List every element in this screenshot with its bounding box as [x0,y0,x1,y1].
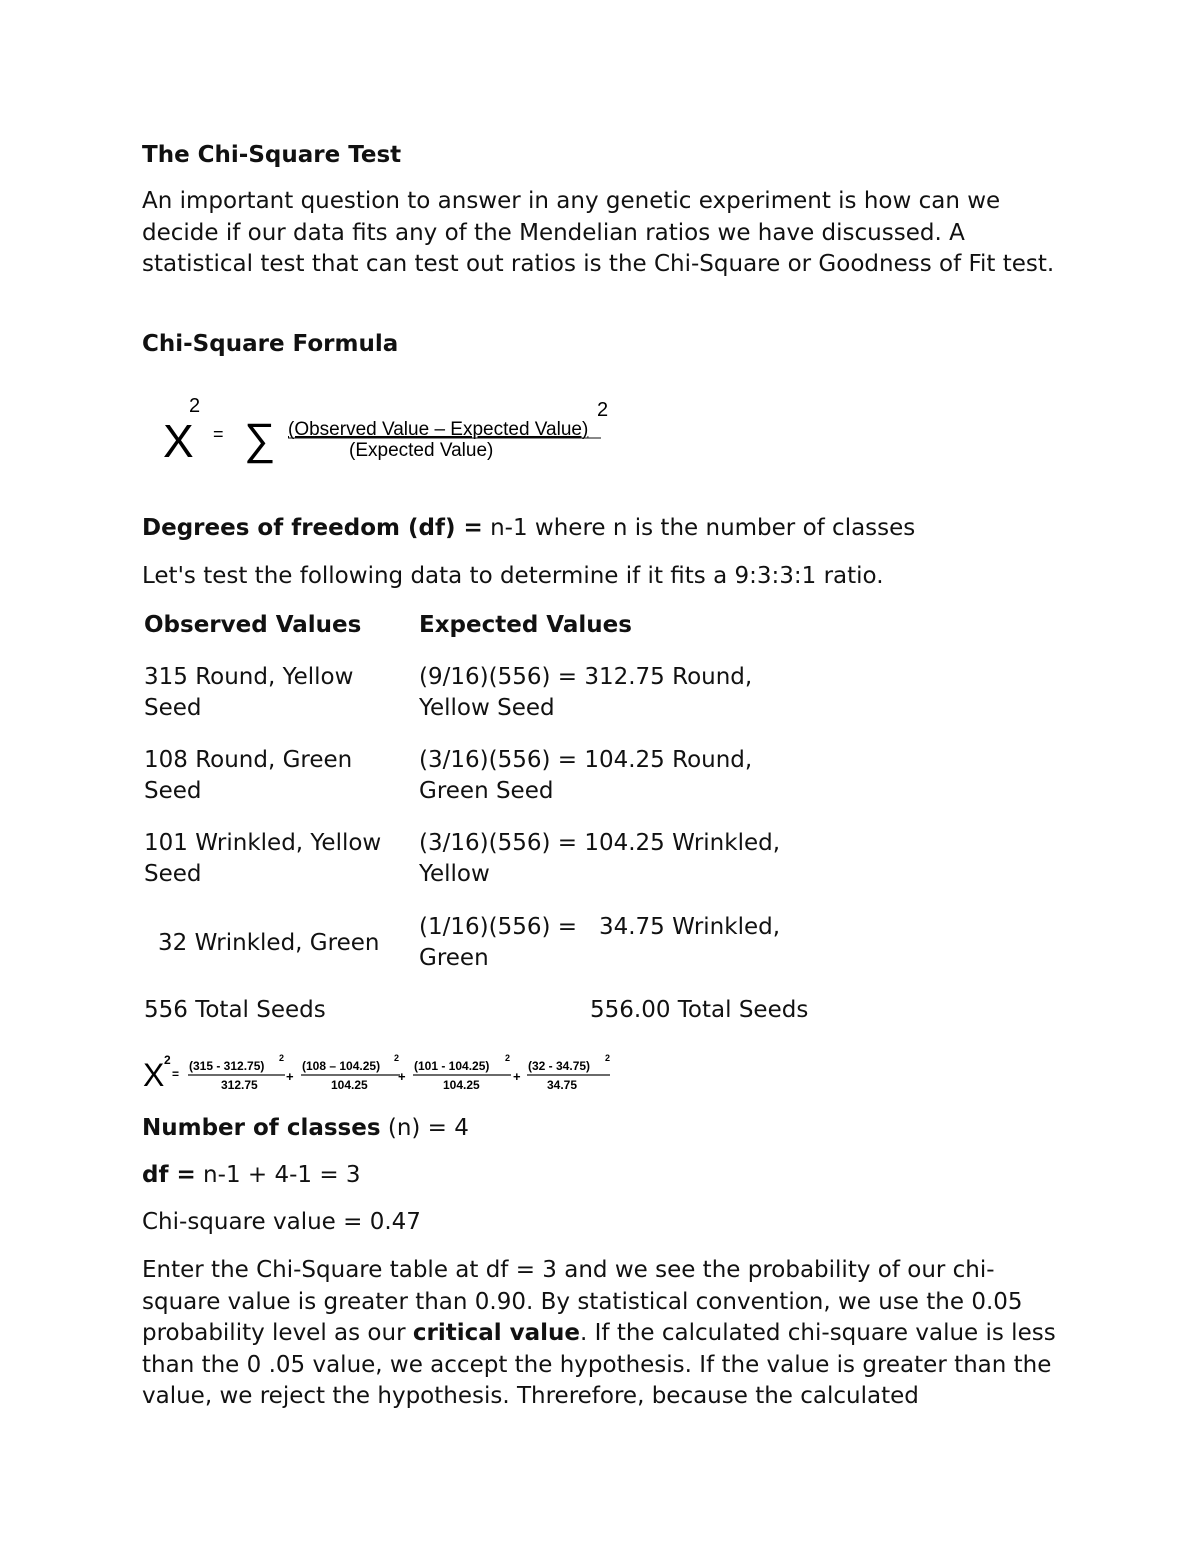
calc-plus-3: + [513,1069,521,1084]
header-expected: Expected Values [419,612,632,638]
total-observed: 556 Total Seeds [144,997,326,1023]
expected-row-3: (3/16)(556) = 104.25 Wrinkled, Yellow [419,830,781,887]
chi-symbol: X [163,415,194,467]
calc-term-1-exp: 2 [279,1053,285,1063]
chi-square-value: Chi-square value = 0.47 [142,1209,421,1235]
df-definition-label: Degrees of freedom (df) = [142,515,483,541]
df-calc-text: n-1 + 4-1 = 3 [195,1162,361,1188]
observed-row-2: 108 Round, Green Seed [144,747,353,804]
calc-plus-1: + [286,1069,294,1084]
critical-value-term: critical value [412,1320,580,1346]
calc-chi-symbol: X [143,1057,165,1093]
expected-row-4: (1/16)(556) = 34.75 Wrinkled, Green [419,914,788,971]
df-calc-label: df = [142,1162,196,1188]
expected-row-1: (9/16)(556) = 312.75 Round, Yellow Seed [419,664,753,721]
calc-term-3-exp: 2 [505,1053,511,1063]
sigma-symbol: ∑ [244,415,276,464]
formula-denominator: (Expected Value) [349,440,494,461]
calc-plus-2: + [398,1069,406,1084]
formula-equals: = [213,424,224,444]
chi-exponent: 2 [189,395,201,417]
calc-term-2-num: (108 – 104.25) [302,1059,381,1073]
test-intro: Let's test the following data to determine if it fits a 9:3:3:1 ratio. [142,563,884,589]
calc-term-2-exp: 2 [394,1053,400,1063]
observed-row-1: 315 Round, Yellow Seed [144,664,354,721]
formula-numerator: (Observed Value – Expected Value) [288,419,589,440]
intro-paragraph: An important question to answer in any genetic experiment is how can we decide if our data fits any of the Mendelian ratios we have discussed. A statistical test that can test out ratios is the Chi-Square or Goodness of Fit test. [142,188,1055,277]
calc-term-1-den: 312.75 [221,1078,258,1092]
calc-chi-exponent: 2 [164,1053,171,1067]
calc-term-1-num: (315 - 312.75) [189,1059,265,1073]
formula-heading: Chi-Square Formula [142,331,399,357]
calc-term-3-den: 104.25 [443,1078,480,1092]
classes-text: (n) = 4 [380,1115,469,1141]
number-of-classes [142,1113,469,1144]
header-observed: Observed Values [144,612,362,638]
chi-square-calculation [142,1048,617,1096]
calc-term-4-den: 34.75 [547,1078,578,1092]
calc-equals: = [172,1067,180,1081]
total-expected: 556.00 Total Seeds [590,997,809,1023]
calc-term-3-num: (101 - 104.25) [414,1059,490,1073]
expected-row-2: (3/16)(556) = 104.25 Round, Green Seed [419,747,753,804]
df-definition [142,513,915,544]
page-title: The Chi-Square Test [142,142,402,168]
df-definition-text: n-1 where n is the number of classes [482,515,916,541]
conclusion-part-1: Enter the Chi-Square table at df = 3 and we see the probability of our chi-square value is greater than 0.90. By statistical convention, we use the 0.05 probability level as our [142,1257,1023,1346]
calc-term-4-exp: 2 [605,1053,611,1063]
classes-label: Number of classes [142,1115,381,1141]
observed-row-4: 32 Wrinkled, Green [158,930,380,956]
observed-row-3: 101 Wrinkled, Yellow Seed [144,830,382,887]
calc-term-4-num: (32 - 34.75) [528,1059,591,1073]
chi-square-formula [155,392,625,467]
calc-term-2-den: 104.25 [331,1078,368,1092]
conclusion-paragraph [142,1255,1067,1413]
numerator-exponent: 2 [597,399,609,421]
conclusion-part-2: . If the calculated chi-square value is less than the 0 .05 value, we accept the hypothesis. If the value is greater than the value, we reject the hypothesis. Threrefore, because the calculated [142,1320,1056,1409]
df-calculation [142,1160,361,1191]
